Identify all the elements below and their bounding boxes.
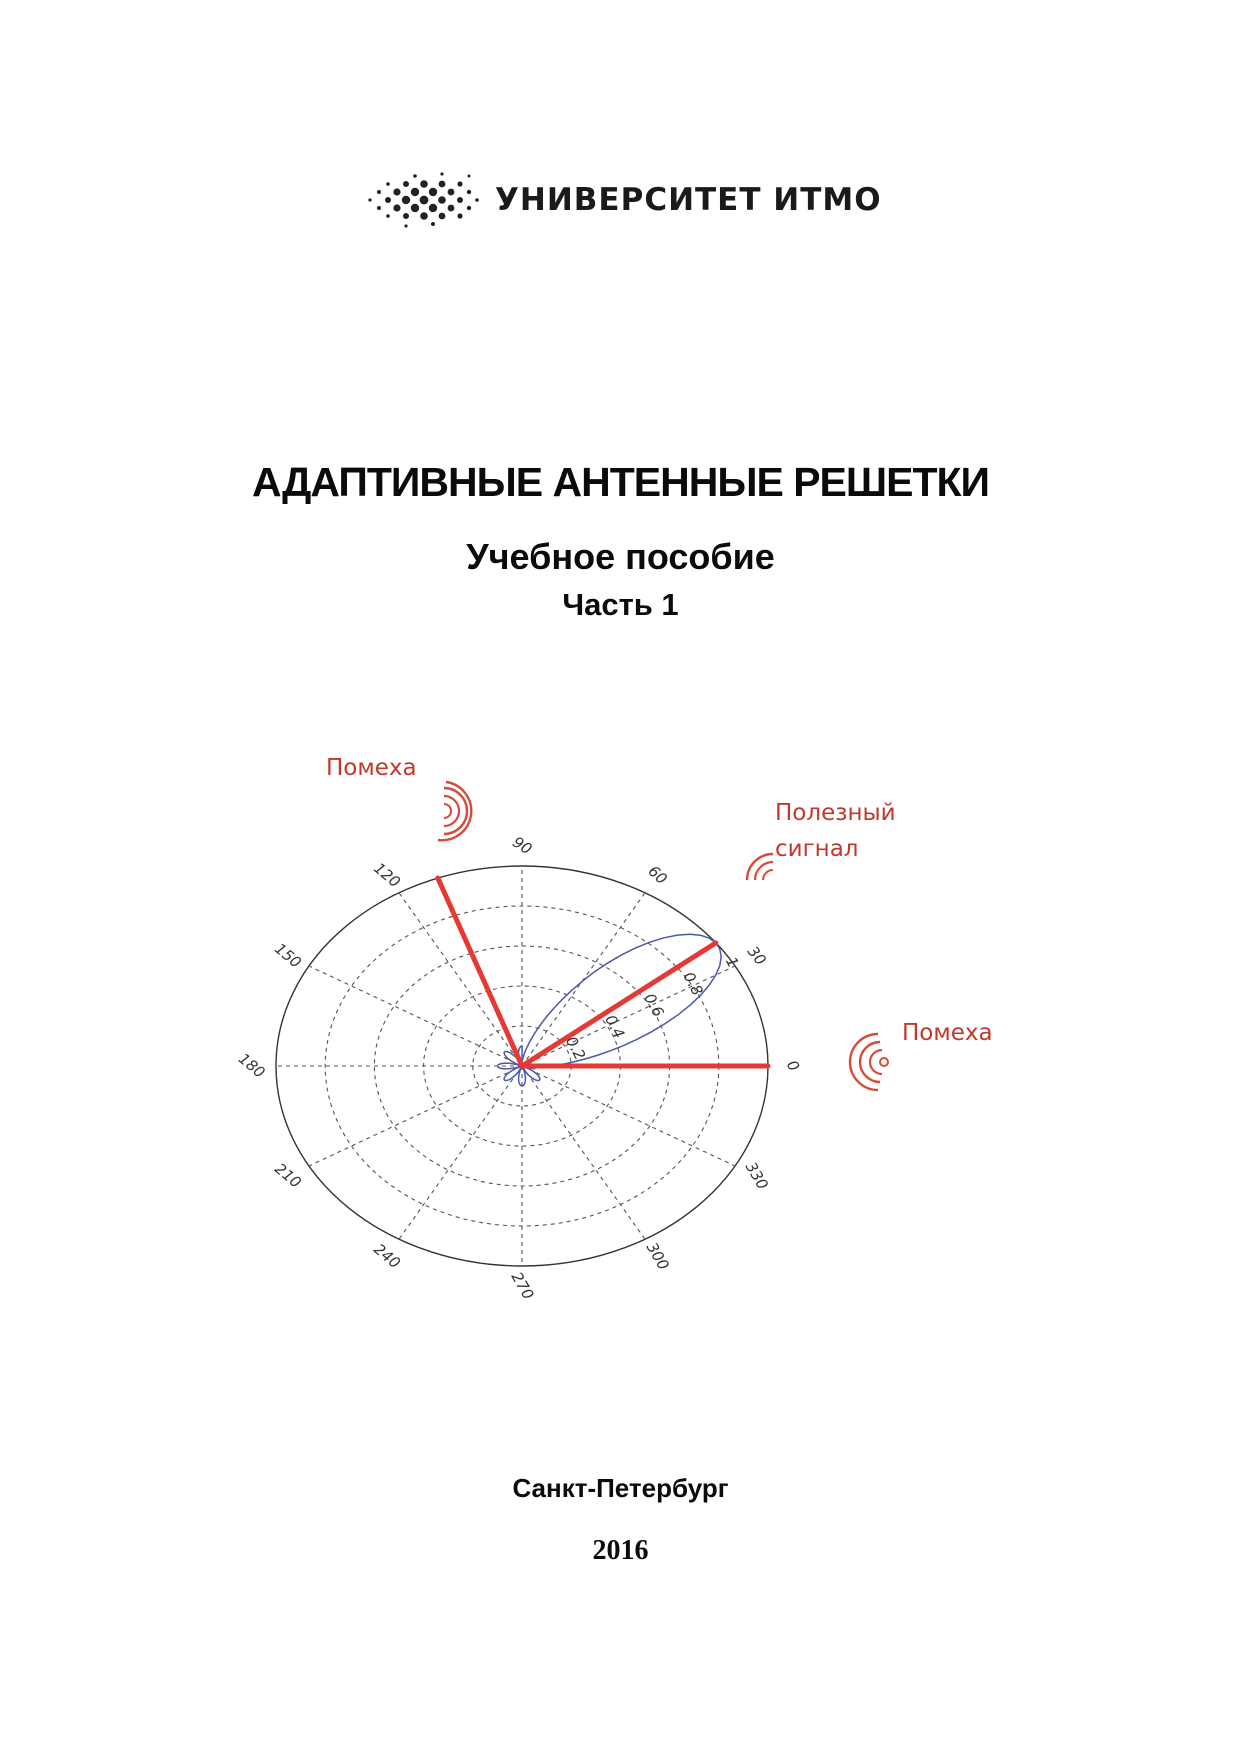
label-signal-line2: сигнал	[775, 836, 859, 862]
angle-tick-210: 210	[271, 1159, 305, 1192]
university-name: УНИВЕРСИТЕТ ИТМО	[495, 182, 882, 218]
label-interference-right: Помеха	[902, 1020, 993, 1046]
direction-line-interference-1	[438, 878, 522, 1066]
label-interference-top: Помеха	[326, 755, 417, 781]
wave-icon-top	[438, 782, 471, 840]
angle-tick-90: 90	[509, 832, 536, 859]
angle-tick-150: 150	[271, 939, 305, 972]
radial-tick-0.4: 0.4	[601, 1011, 629, 1042]
label-signal-line1: Полезный	[775, 800, 896, 826]
angle-tick-60: 60	[644, 862, 671, 889]
radial-tick-1: 1	[722, 953, 743, 971]
angle-tick-0: 0	[782, 1057, 804, 1075]
angle-tick-180: 180	[234, 1049, 269, 1082]
wave-icon-right	[850, 1034, 888, 1090]
angle-tick-330: 330	[741, 1158, 772, 1193]
grid-spoke-300	[522, 1066, 645, 1239]
direction-lines	[438, 878, 768, 1066]
radial-tick-0.8: 0.8	[679, 969, 707, 999]
radial-tick-0.2: 0.2	[562, 1033, 590, 1063]
book-title: АДАПТИВНЫЕ АНТЕННЫЕ РЕШЕТКИ	[252, 459, 989, 505]
grid-spoke-210	[309, 1066, 522, 1166]
book-part: Часть 1	[562, 587, 679, 622]
grid-spoke-330	[522, 1066, 735, 1166]
publication-year: 2016	[592, 1535, 649, 1566]
publication-city: Санкт-Петербург	[512, 1473, 729, 1503]
angle-tick-30: 30	[743, 942, 770, 969]
angle-tick-120: 120	[370, 858, 404, 892]
grid-spoke-30	[522, 966, 735, 1066]
radial-ticks	[562, 954, 742, 1063]
grid-spoke-150	[309, 966, 522, 1066]
angle-tick-240: 240	[370, 1240, 404, 1273]
grid-spoke-120	[399, 893, 522, 1066]
angle-tick-300: 300	[642, 1239, 673, 1274]
radial-tick-0.6: 0.6	[640, 990, 668, 1020]
grid-spoke-240	[399, 1066, 522, 1239]
wave-icon-signal	[747, 854, 773, 880]
book-subtitle: Учебное пособие	[466, 536, 775, 577]
angle-tick-270: 270	[507, 1268, 538, 1303]
